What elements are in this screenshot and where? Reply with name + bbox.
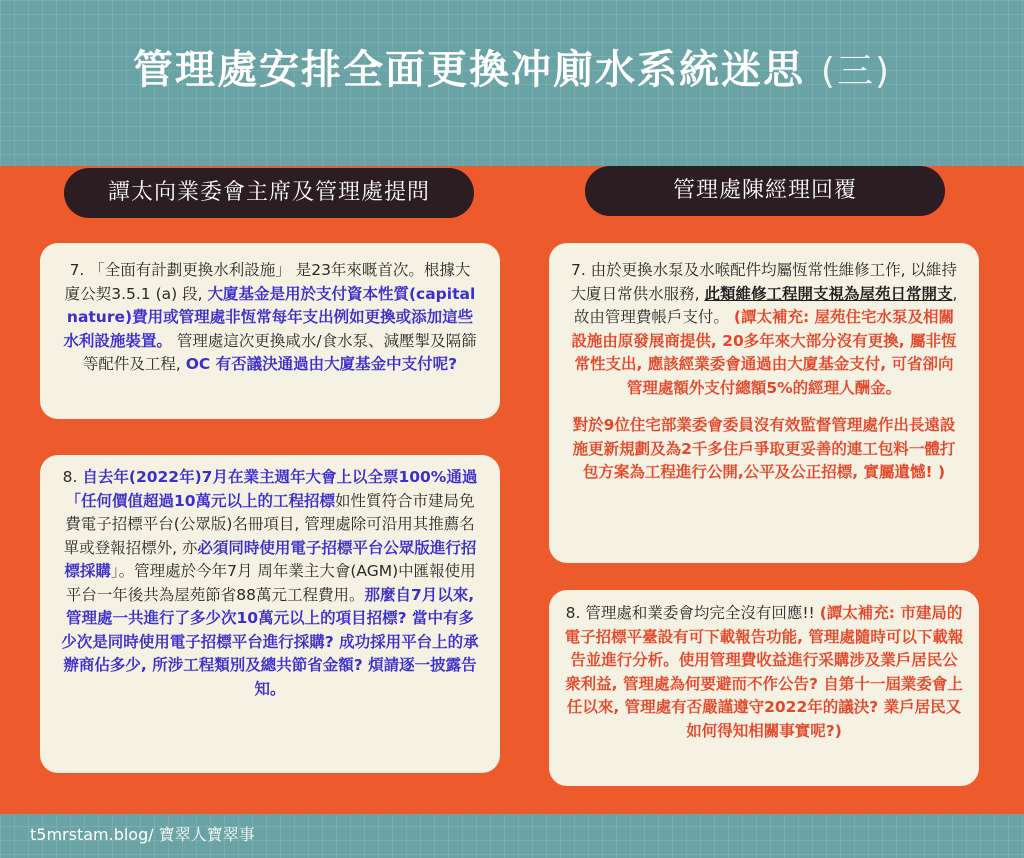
q8-text-3: 」。管理處於今年7月 周年業主大會(AGM)中匯報使用平台一年後共為屋苑節省88萬元工程費用。 [65, 562, 476, 604]
page-title [0, 38, 1024, 95]
question-card-7 [40, 243, 500, 419]
q8-highlight-3: 那麼自7月以來, 管理處一共進行了多少次10萬元以上的項目招標? 當中有多少次是同時使用電子招標平台進行採購? 成功採用平台上的承辦商佔多少, 所涉工程類別及總共節省金額? 煩請逐一披露告知。 [61, 585, 479, 698]
r7-supplement-1: (譚太補充: 屋苑住宅水泵及相關設施由原發展商提供, 20多年來大部分沒有更換, 屬非恆常性支出, 應該經業委會通過由大廈基金支付, 可省卻向管理處額外支付總額5%的經理人酬金。 [571, 308, 957, 397]
q7-highlight-1: 大廈基金是用於支付資本性質(capital nature)費用或管理處非恆常每年支出例如更換或添加這些水利設施裝置。 [63, 284, 476, 350]
page-title-main: 管理處安排全面更換冲廁水系統迷思 [132, 47, 805, 93]
paragraph-gap [567, 400, 961, 414]
q7-text-2: 管理處這次更換咸水/食水泵、減壓掣及隔篩等配件及工程, [82, 331, 477, 373]
header-questions: 譚太向業委會主席及管理處提問 [64, 168, 474, 218]
q8-text-2: 如性質符合市建局免費電子招標平台(公眾版)名冊項目, 管理處除可沿用其推薦名單或登報招標外, 亦 [63, 491, 475, 557]
q8-highlight-2: 必須同時使用電子招標平台公眾版進行招標採購 [64, 538, 477, 580]
r7-text-2: , 故由管理費帳戶支付。 [573, 284, 958, 326]
question-card-8 [40, 455, 500, 773]
reply-card-7 [549, 243, 979, 563]
r7-supplement-2: 對於9位住宅部業委會委員沒有效監督管理處作出長遠設施更新規劃及為2千多住戶爭取更妥善的連工包料一體打包方案為工程進行公開,公平及公正招標, 實屬遺憾! ) [572, 416, 956, 481]
q8-text-1: 8. [62, 468, 83, 486]
q7-text-1: 7. 「全面有計劃更換水利設施」 是23年來嘅首次。根據大廈公契3.5.1 (a) 段, [64, 261, 471, 303]
r8-supplement: (譚太補充: 市建局的電子招標平臺設有可下載報告功能, 管理處隨時可以下載報告並進行分析。使用管理費收益進行采購涉及業戶居民公衆利益, 管理處為何要避而不作公告? 自第十一屆業委會上任以來, 管理處有否嚴謹遵守2022年的議決? 業戶居民又如何得知相關事實呢?) [564, 604, 964, 740]
footer-credit: t5mrstam.blog/ 寶翠人寶翠事 [30, 825, 255, 844]
r8-text-1: 8. 管理處和業委會均完全沒有回應!! [565, 604, 820, 622]
header-replies: 管理處陳經理回覆 [585, 166, 945, 216]
page-title-suffix: (三) [820, 51, 892, 92]
r7-text-1: 7. 由於更換水泵及水喉配件均屬恆常性維修工作, 以維持大廈日常供水服務, [570, 261, 958, 303]
r7-underlined: 此類維修工程開支視為屋苑日常開支 [704, 284, 953, 303]
q8-highlight-1: 自去年(2022年)7月在業主週年大會上以全票100%通過「任何價值超過10萬元以上的工程招標 [65, 468, 478, 510]
q7-highlight-2: OC 有否議決通過由大廈基金中支付呢? [185, 355, 458, 373]
reply-card-8 [549, 590, 979, 786]
